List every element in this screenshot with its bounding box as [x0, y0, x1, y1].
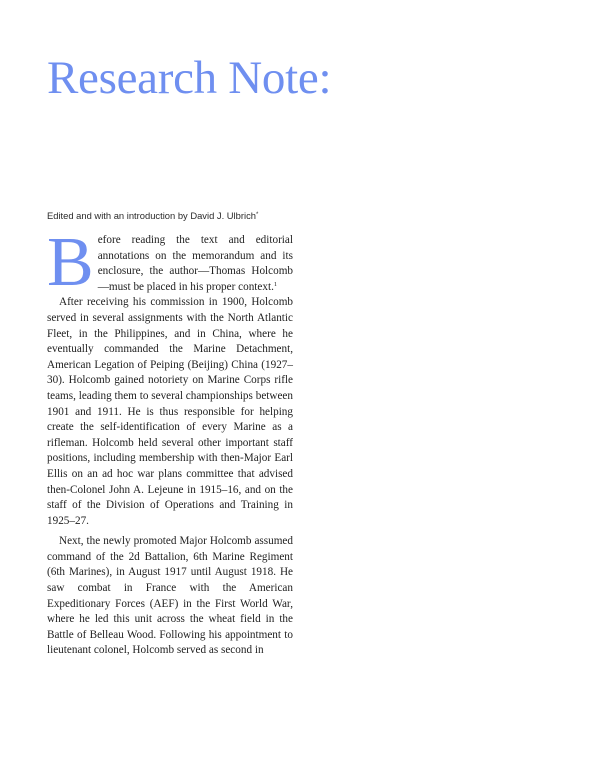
paragraph-1-text: efore reading the text and editorial annotations on the memorandum and its enclosure, the author—Thomas Holcomb—must be placed in his proper context. [97, 234, 293, 293]
paragraph-1 [47, 224, 293, 301]
footnote-ref-1: 1 [273, 280, 278, 288]
byline-footnote-mark: * [255, 212, 259, 218]
byline-text: Edited and with an introduction by David J. Ulbrich [47, 210, 256, 221]
article-body [47, 224, 293, 659]
paragraph-3: Next, the newly promoted Major Holcomb assumed command of the 2d Battalion, 6th Marine Regiment (6th Marines), in August 1917 until August 1918. He saw combat in France with the American Expeditionary Forces (AEF) in the First World War, where he led this unit across the wheat field in the Battle of Belleau Wood. Following his appointment to lieutenant colonel, Holcomb served as second in [47, 535, 293, 657]
paragraph-2: After receiving his commission in 1900, Holcomb served in several assignments with the North Atlantic Fleet, in the Philippines, and in China, where he eventually commanded the Marine Detachment, American Legation of Peiping (Beijing) China (1927–30). Holcomb gained notoriety on Marine Corps rifle teams, leading them to several championships between 1901 and 1911. He is thus responsible for helping create the self-identification of every Marine as a rifleman. Holcomb held several other important staff positions, including membership with then-Major Earl Ellis on an ad hoc war plans committee that advised then-Colonel John A. Lejeune in 1915–16, and on the staff of the Division of Operations and Training in 1925–27. [47, 296, 293, 527]
byline [47, 209, 258, 222]
page-title: Research Note: [47, 52, 332, 104]
drop-cap: B [47, 224, 94, 301]
